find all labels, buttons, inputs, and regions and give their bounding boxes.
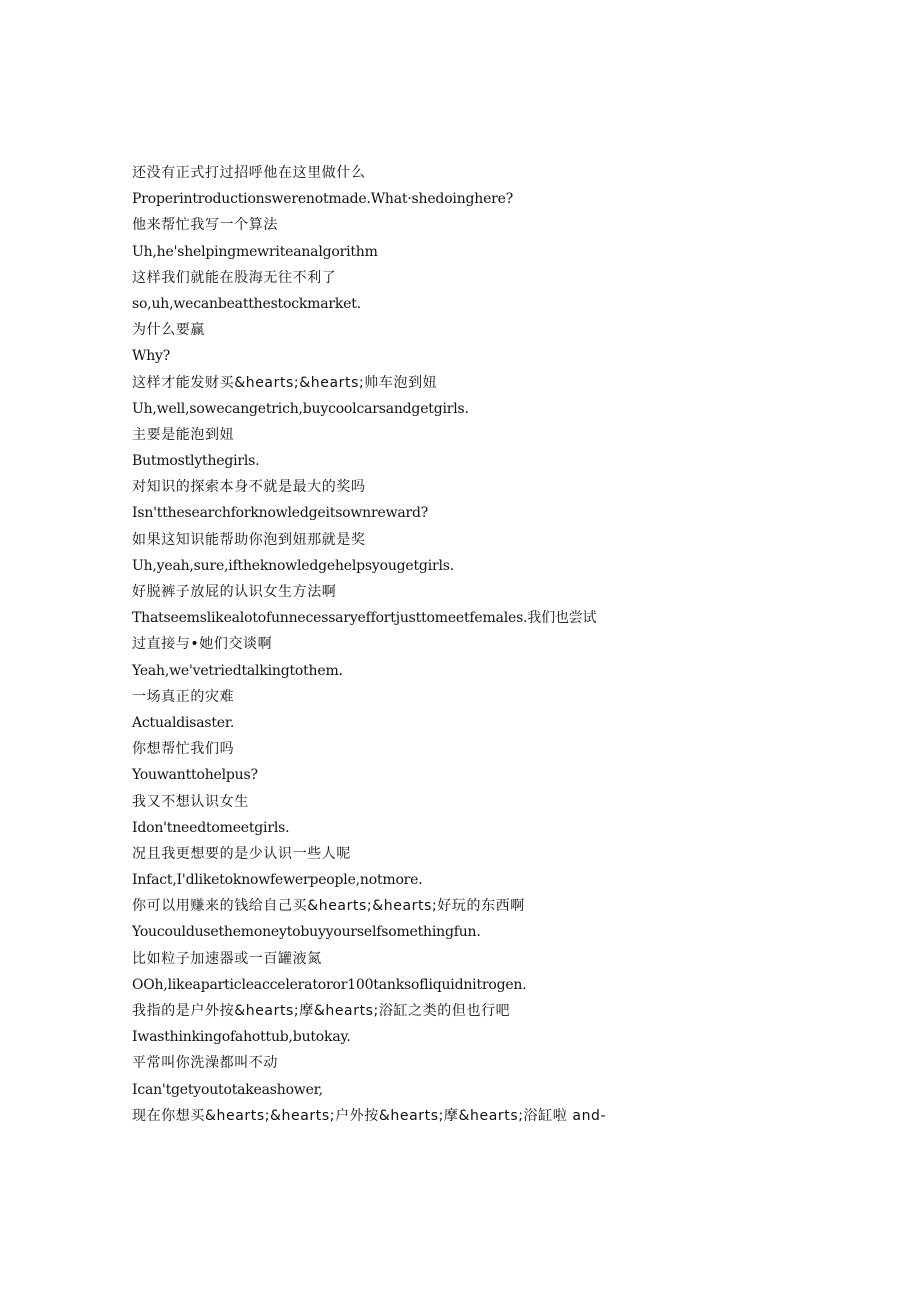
subtitle-line-chinese: 这样我们就能在股海无往不利了 bbox=[132, 269, 337, 286]
subtitle-line-english: Youcouldusethemoneytobuyyourselfsomethingfun. bbox=[132, 924, 481, 941]
subtitle-line-english: Actualdisaster. bbox=[132, 714, 235, 731]
subtitle-line-english: Properintroductionswerenotmade.What·shedoinghere? bbox=[132, 191, 514, 208]
subtitle-line-chinese: 比如粒子加速器或一百罐液氮 bbox=[132, 950, 322, 967]
subtitle-line-english: Butmostlythegirls. bbox=[132, 453, 260, 470]
subtitle-line-chinese: 如果这知识能帮助你泡到妞那就是奖 bbox=[132, 531, 366, 548]
subtitle-line-english: Yeah,we'vetriedtalkingtothem. bbox=[132, 662, 343, 679]
subtitle-line-english: Why? bbox=[132, 348, 171, 365]
document-body bbox=[132, 160, 832, 1129]
subtitle-line-chinese: 平常叫你洗澡都叫不动 bbox=[132, 1055, 278, 1072]
subtitle-line-english: so,uh,wecanbeatthestockmarket. bbox=[132, 295, 361, 312]
subtitle-line-chinese: 他来帮忙我写一个算法 bbox=[132, 217, 278, 234]
subtitle-line-chinese: 好脱裤子放屁的认识女生方法啊 bbox=[132, 584, 337, 600]
subtitle-line-english: Infact,I'dliketoknowfewerpeople,notmore. bbox=[132, 872, 423, 889]
subtitle-line-english: Uh,yeah,sure,iftheknowledgehelpsyougetgirls. bbox=[132, 557, 454, 574]
subtitle-line-english: Isn'tthesearchforknowledgeitsownreward? bbox=[132, 505, 429, 522]
subtitle-line-chinese: 主要是能泡到妞 bbox=[132, 426, 235, 443]
subtitle-line-chinese: 一场真正的灾难 bbox=[132, 688, 235, 705]
subtitle-line-chinese: 为什么要赢 bbox=[132, 322, 205, 339]
subtitle-line-english: Thatseemslikealotofunnecessaryeffortjusttomeetfemales.我们也尝试 bbox=[132, 610, 597, 627]
subtitle-line-chinese: 对知识的探索本身不就是最大的奖吗 bbox=[132, 479, 366, 496]
subtitle-line-english: Ican'tgetyoutotakeashower, bbox=[132, 1081, 323, 1098]
subtitle-line-english: Uh,well,sowecangetrich,buycoolcarsandgetgirls. bbox=[132, 400, 469, 417]
subtitle-line-chinese: 你想帮忙我们吗 bbox=[132, 741, 235, 758]
subtitle-line-chinese: 现在你想买&hearts;&hearts;户外按&hearts;摩&hearts;浴缸啦 and- bbox=[132, 1107, 607, 1124]
subtitle-line-chinese: 我指的是户外按&hearts;摩&hearts;浴缸之类的但也行吧 bbox=[132, 1003, 511, 1019]
subtitle-line-english: Uh,he'shelpingmewriteanalgorithm bbox=[132, 243, 378, 260]
subtitle-line-english: OOh,likeaparticleacceleratoror100tanksofliquidnitrogen. bbox=[132, 976, 527, 993]
subtitle-line-chinese: 还没有正式打过招呼他在这里做什么 bbox=[132, 165, 366, 181]
subtitle-line-chinese: 这样才能发财买&hearts;&hearts;帅车泡到妞 bbox=[132, 374, 438, 391]
subtitle-line-chinese: 你可以用赚来的钱给自己买&hearts;&hearts;好玩的东西啊 bbox=[132, 898, 525, 915]
subtitle-line-chinese: 况且我更想要的是少认识一些人呢 bbox=[132, 845, 351, 862]
subtitle-line-chinese: 过直接与•她们交谈啊 bbox=[132, 636, 273, 653]
subtitle-line-english: Idon'tneedtomeetgirls. bbox=[132, 819, 290, 836]
subtitle-line-chinese: 我又不想认识女生 bbox=[132, 793, 249, 810]
subtitle-line-english: Youwanttohelpus? bbox=[132, 767, 258, 784]
subtitle-line-english: Iwasthinkingofahottub,butokay. bbox=[132, 1029, 351, 1046]
